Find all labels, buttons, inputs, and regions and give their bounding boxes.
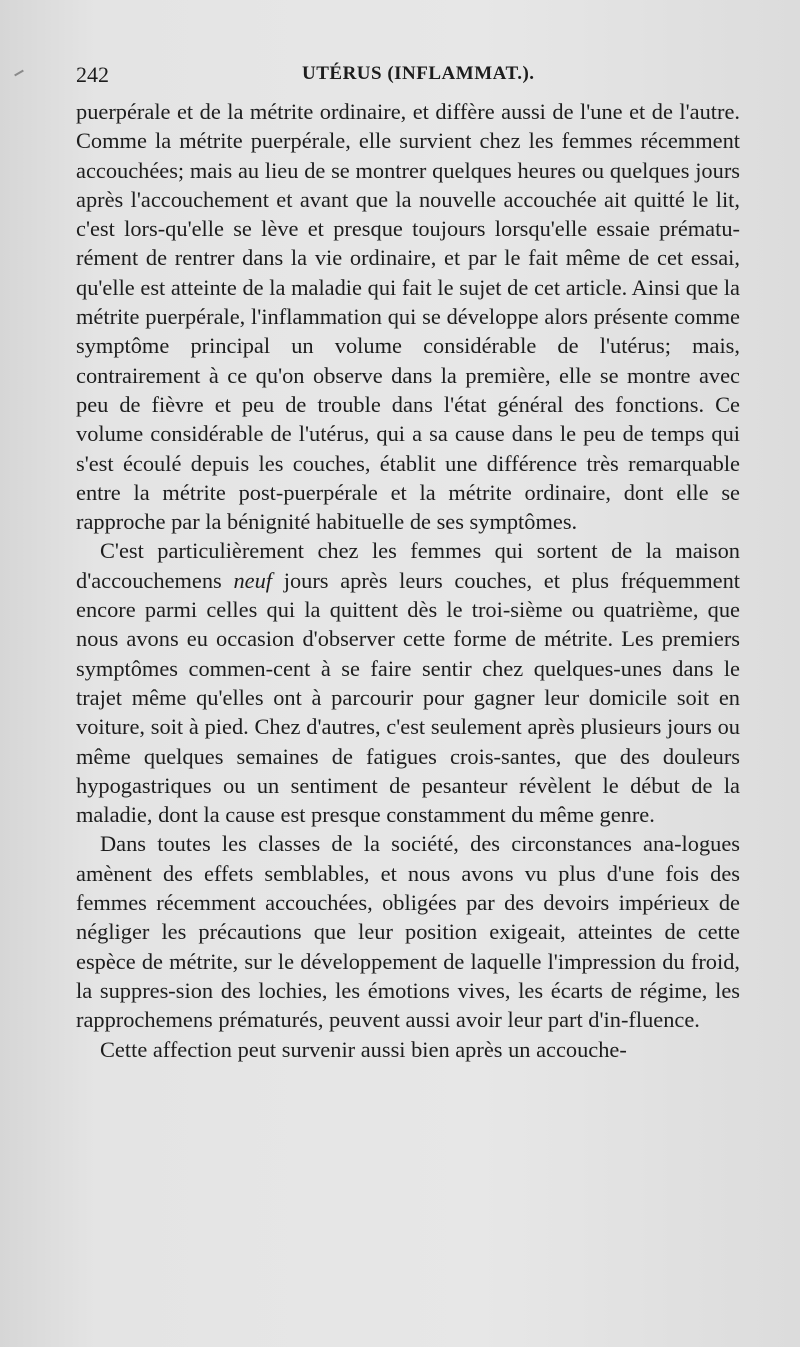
body-text	[76, 97, 740, 1064]
italic-word: neuf	[233, 567, 273, 593]
paragraph-2	[76, 536, 740, 829]
paragraph-2-start: C'est particulièrement chez les femmes qui sortent de la maison d'accouchemens	[76, 538, 740, 593]
margin-mark	[14, 70, 24, 77]
page-number: 242	[76, 62, 109, 87]
page-header	[74, 62, 750, 96]
paragraph-3: Dans toutes les classes de la société, des circonstances ana-logues amènent des effets semblables, et nous avons vu plus d'une fois des femmes récemment accouchées, obligées par des devoirs impérieux de négliger les précautions que leur position exigeait, atteintes de cette espèce de métrite, sur le développement de laquelle l'impression du froid, la suppres-sion des lochies, les émotions vives, les écarts de régime, les rapprochemens prématurés, peuvent aussi avoir leur part d'in-fluence.	[76, 831, 740, 1033]
running-head: UTÉRUS (INFLAMMAT.).	[302, 63, 535, 84]
paragraph-2-end: jours après leurs couches, et plus fréquemment encore parmi celles qui la quittent dès le troi-sième ou quatrième, que nous avons eu occasion d'observer cette forme de métrite. Les premiers symptômes commen-cent à se faire sentir chez quelques-unes dans le trajet même qu'elles ont à parcourir pour gagner leur domicile soit en voiture, soit à pied. Chez d'autres, c'est seulement après plusieurs jours ou même quelques semaines de fatigues crois-santes, que des douleurs hypogastriques ou un sentiment de pesanteur révèlent le début de la maladie, dont la cause est presque constamment du même genre.	[76, 567, 740, 828]
paragraph-1: puerpérale et de la métrite ordinaire, et diffère aussi de l'une et de l'autre. Comme la métrite puerpérale, elle survient chez les femmes récemment accouchées; mais au lieu de se montrer quelques heures ou quelques jours après l'accouchement et avant que la nouvelle accouchée ait quitté le lit, c'est lors-qu'elle se lève et presque toujours lorsqu'elle essaie prématu-rément de rentrer dans la vie ordinaire, et par le fait même de cet essai, qu'elle est atteinte de la maladie qui fait le sujet de cet article. Ainsi que la métrite puerpérale, l'inflammation qui se développe alors présente comme symptôme principal un volume considérable de l'utérus; mais, contrairement à ce qu'on observe dans la première, elle se montre avec peu de fièvre et peu de trouble dans l'état général des fonctions. Ce volume considérable de l'utérus, qui a sa cause dans le peu de temps qui s'est écoulé depuis les couches, établit une différence très remarquable entre la métrite post-puerpérale et la métrite ordinaire, dont elle se rapproche par la bénignité habituelle de ses symptômes.	[76, 99, 740, 535]
paragraph-4: Cette affection peut survenir aussi bien après un accouche-	[100, 1036, 627, 1062]
